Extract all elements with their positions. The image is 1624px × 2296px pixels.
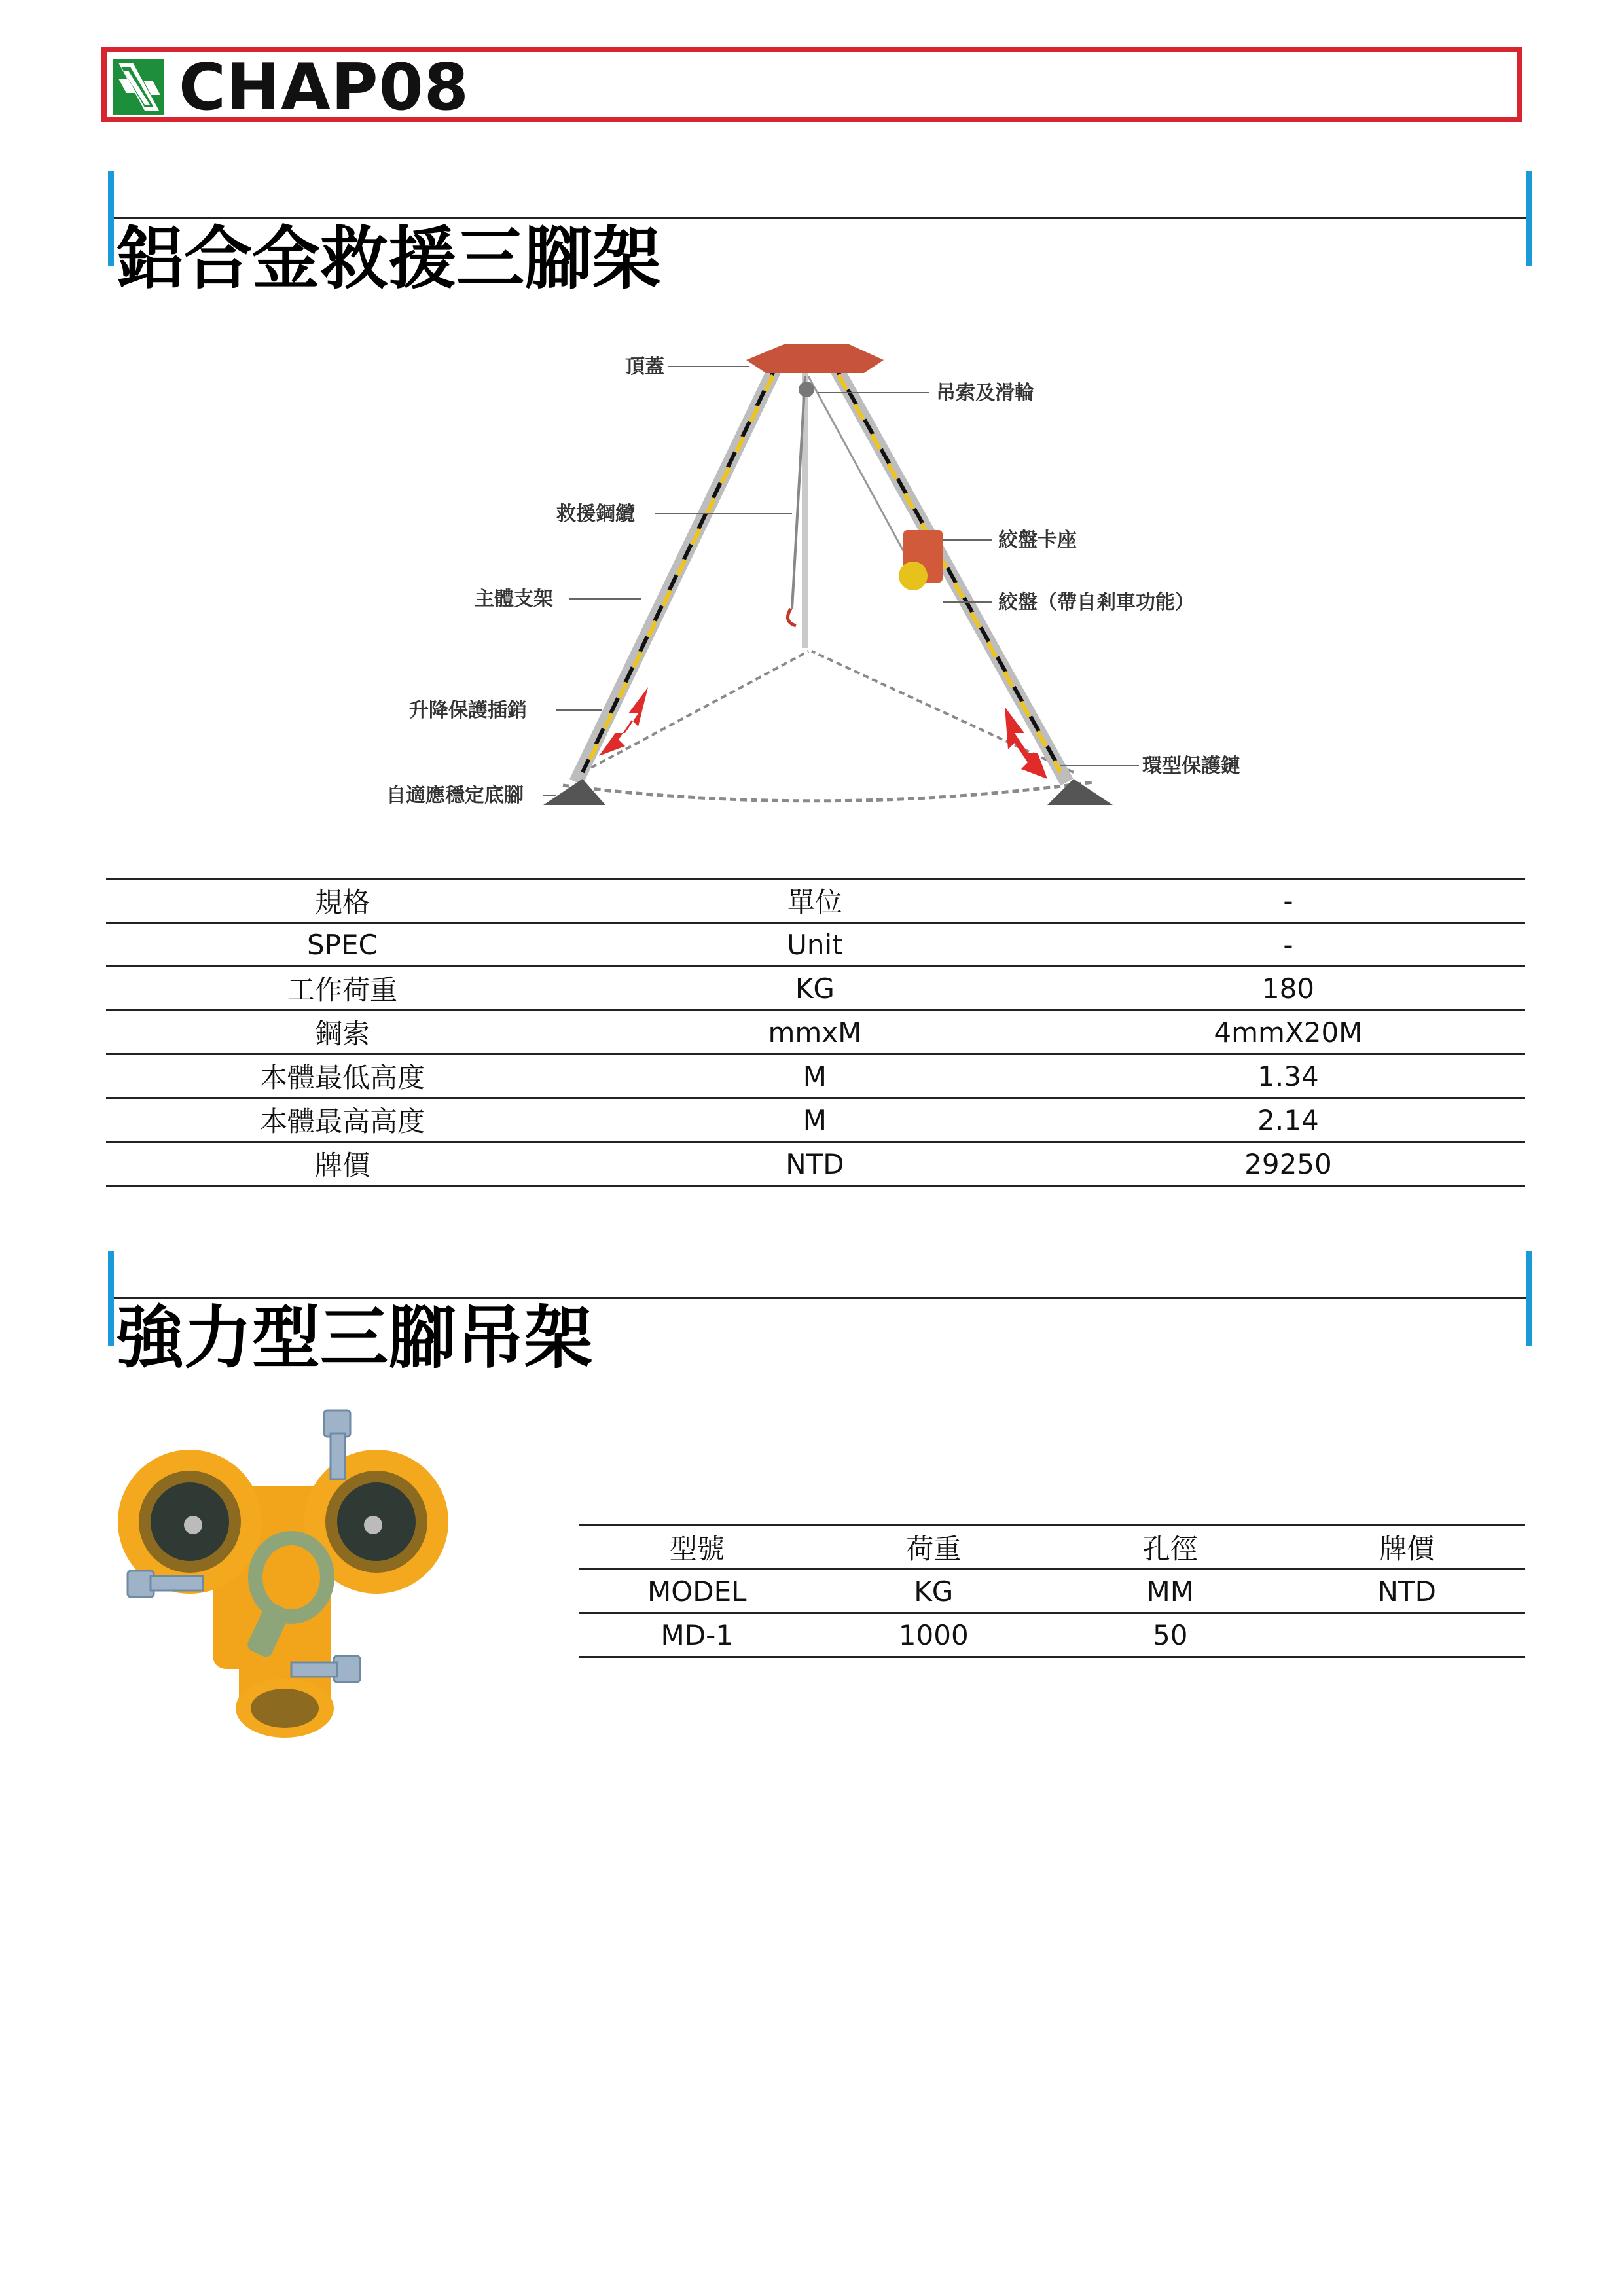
price-cell — [1289, 1613, 1526, 1657]
spec-value: 29250 — [1051, 1142, 1525, 1186]
spec-unit: Unit — [579, 923, 1051, 967]
spec-value: 4mmX20M — [1051, 1011, 1525, 1054]
spec-unit: mmxM — [579, 1011, 1051, 1054]
spec-label: 鋼索 — [106, 1011, 579, 1054]
col-header-price-en: NTD — [1289, 1570, 1526, 1613]
table-header-row — [579, 1570, 1525, 1613]
callout-base-foot: 自適應穩定底腳 — [386, 784, 524, 807]
spec-unit: 單位 — [579, 879, 1051, 923]
col-header-load-en: KG — [816, 1570, 1053, 1613]
section-header-heavy-tripod — [108, 1251, 1532, 1378]
section-accent-right — [1526, 1251, 1532, 1346]
spec-value: 2.14 — [1051, 1098, 1525, 1142]
brand-logo-icon — [113, 59, 164, 115]
tripod-spec-table — [106, 878, 1525, 1187]
spec-label: SPEC — [106, 923, 579, 967]
spec-unit: NTD — [579, 1142, 1051, 1186]
section-accent-right — [1526, 171, 1532, 266]
table-row — [106, 1142, 1525, 1186]
callout-winch-seat: 絞盤卡座 — [998, 529, 1077, 552]
callout-cable-pulley: 吊索及滑輪 — [936, 382, 1034, 404]
col-header-price: 牌價 — [1289, 1526, 1526, 1570]
section-title: 鋁合金救援三腳架 — [116, 219, 661, 298]
spec-unit: M — [579, 1054, 1051, 1098]
section-header-tripod — [108, 171, 1532, 298]
callout-main-frame: 主體支架 — [475, 588, 553, 611]
callout-ring-chain: 環型保護鏈 — [1142, 755, 1240, 778]
table-row — [106, 1054, 1525, 1098]
table-row — [106, 923, 1525, 967]
table-row — [106, 1011, 1525, 1054]
callout-top-cap: 頂蓋 — [625, 355, 664, 378]
spec-value: - — [1051, 923, 1525, 967]
section-accent-left — [108, 171, 114, 266]
col-header-bore: 孔徑 — [1052, 1526, 1289, 1570]
table-row — [579, 1613, 1525, 1657]
chapter-header — [101, 47, 1522, 125]
spec-label: 規格 — [106, 879, 579, 923]
tripod-head-photo — [115, 1407, 468, 1741]
tripod-diagram — [367, 321, 1283, 831]
spec-label: 本體最低高度 — [106, 1054, 579, 1098]
col-header-bore-en: MM — [1052, 1570, 1289, 1613]
table-row — [106, 967, 1525, 1011]
spec-unit: KG — [579, 967, 1051, 1011]
callout-lift-pin: 升降保護插銷 — [409, 699, 527, 722]
spec-value: 1.34 — [1051, 1054, 1525, 1098]
col-header-model: 型號 — [579, 1526, 816, 1570]
spec-label: 牌價 — [106, 1142, 579, 1186]
callout-rescue-cable: 救援鋼纜 — [556, 503, 635, 526]
section-accent-left — [108, 1251, 114, 1346]
spec-value: 180 — [1051, 967, 1525, 1011]
table-row — [106, 879, 1525, 923]
spec-unit: M — [579, 1098, 1051, 1142]
spec-value: - — [1051, 879, 1525, 923]
col-header-load: 荷重 — [816, 1526, 1053, 1570]
bore-cell: 50 — [1052, 1613, 1289, 1657]
heavy-tripod-spec-table — [579, 1524, 1525, 1658]
callout-winch: 絞盤（帶自剎車功能） — [998, 591, 1195, 614]
chapter-title: CHAP08 — [179, 50, 469, 125]
table-header-row — [579, 1526, 1525, 1570]
load-cell: 1000 — [816, 1613, 1053, 1657]
spec-label: 工作荷重 — [106, 967, 579, 1011]
section-title: 強力型三腳吊架 — [116, 1298, 593, 1378]
table-row — [106, 1098, 1525, 1142]
model-cell: MD-1 — [579, 1613, 816, 1657]
spec-label: 本體最高高度 — [106, 1098, 579, 1142]
col-header-model-en: MODEL — [579, 1570, 816, 1613]
